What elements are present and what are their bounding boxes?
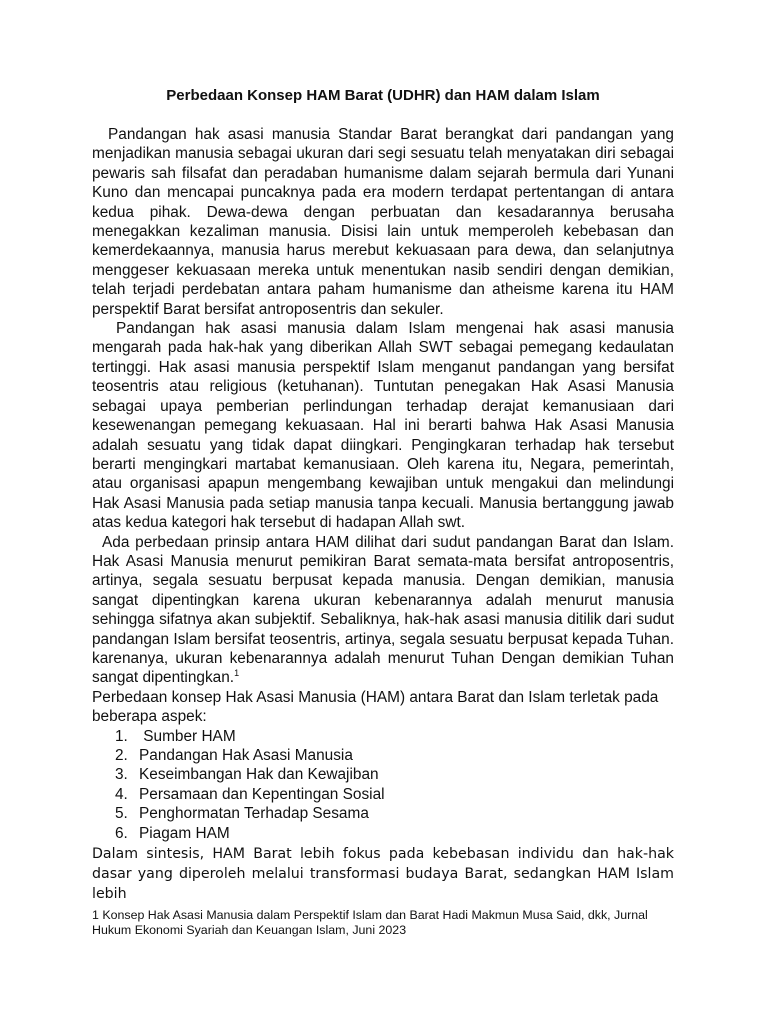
list-item-label: Keseimbangan Hak dan Kewajiban xyxy=(139,766,379,784)
list-item xyxy=(92,746,674,765)
list-item-number: 1. xyxy=(115,727,128,745)
list-item-label: Piagam HAM xyxy=(139,824,230,842)
aspects-list xyxy=(92,727,674,843)
list-item-label: Sumber HAM xyxy=(139,727,236,745)
list-item-number: 4. xyxy=(115,785,128,803)
list-item-number: 3. xyxy=(115,766,128,784)
paragraph-aspects-intro: Perbedaan konsep Hak Asasi Manusia (HAM) antara Barat dan Islam terletak pada beberapa aspek: xyxy=(92,688,659,726)
document-page xyxy=(92,86,674,904)
list-item xyxy=(92,824,674,843)
list-item-label: Pandangan Hak Asasi Manusia xyxy=(139,747,353,764)
paragraph-principle-difference-text: Ada perbedaan prinsip antara HAM dilihat dari sudut pandangan Barat dan Islam. Hak Asasi Manusia menurut pemikiran Barat semata-mata bersifat antroposentris, artinya, segala sesuatu berpusat kepada manusia. Dengan demikian, manusia sangat dipentingkan karena ukuran kebenarannya adalah menurut manusia sehingga sifatnya akan subjektif. Sebaliknya, hak-hak asasi manusia ditilik dari sudut pandangan Islam bersifat teosentris, artinya, segala sesuatu berpusat kepada Tuhan. karenanya, ukuran kebenarannya adalah menurut Tuhan Dengan demikian Tuhan sangat dipentingkan. xyxy=(92,533,674,687)
list-item xyxy=(92,804,674,823)
paragraph-synthesis: Dalam sintesis, HAM Barat lebih fokus pada kebebasan individu dan hak-hak dasar yang diperoleh melalui transformasi budaya Barat, sedangkan HAM Islam lebih xyxy=(92,846,674,903)
list-item-number: 6. xyxy=(115,824,128,842)
list-item-label: Persamaan dan Kepentingan Sosial xyxy=(139,785,385,803)
list-item xyxy=(92,765,674,784)
footnote: 1 Konsep Hak Asasi Manusia dalam Perspektif Islam dan Barat Hadi Makmun Musa Said, dkk, Jurnal Hukum Ekonomi Syariah dan Keuangan Islam, Juni 2023 xyxy=(92,908,648,937)
footnote-reference[interactable]: 1 xyxy=(234,668,240,679)
list-item xyxy=(92,785,674,804)
list-item xyxy=(92,727,674,746)
list-item-number: 5. xyxy=(115,805,128,823)
document-title: Perbedaan Konsep HAM Barat (UDHR) dan HAM dalam Islam xyxy=(166,87,600,104)
paragraph-islamic-view: Pandangan hak asasi manusia dalam Islam mengenai hak asasi manusia mengarah pada hak-hak yang diberikan Allah SWT sebagai pemegang kedaulatan tertinggi. Hak asasi manusia perspektif Islam menganut pandangan yang bersifat teosentris atau religious (ketuhanan). Tuntutan penegakan Hak Asasi Manusia sebagai upaya pemberian perlindungan terhadap derajat kemanusiaan dari kesewenangan pemegang kekuasaan. Hal ini berarti bahwa Hak Asasi Manusia adalah sesuatu yang tidak dapat diingkari. Pengingkaran terhadap hak tersebut berarti mengingkari martabat kemanusiaan. Oleh karena itu, Negara, pemerintah, atau organisasi apapun mengembang kewajiban untuk mengakui dan melindungi Hak Asasi Manusia pada setiap manusia tanpa kecuali. Manusia bertanggung jawab atas kedua kategori hak tersebut di hadapan Allah swt. xyxy=(92,320,674,532)
paragraph-principle-difference xyxy=(92,533,674,688)
paragraph-western-view: Pandangan hak asasi manusia Standar Barat berangkat dari pandangan yang menjadikan manusia sebagai ukuran dari segi sesuatu telah menyatakan diri sebagai pewaris sah filsafat dan peradaban humanisme dalam sejarah bermula dari Yunani Kuno dan mencapai puncaknya pada era modern terdapat pertentangan di antara kedua pihak. Dewa-dewa dengan perbuatan dan kesadarannya berusaha menegakkan kezaliman manusia. Disisi lain untuk memperoleh kebebasan dan kemerdekaannya, manusia harus merebut kekuasaan para dewa, dan selanjutnya menggeser kekuasaan mereka untuk menentukan nasib sendiri dengan demikian, telah terjadi perdebatan antara paham humanisme dan atheisme karena itu HAM perspektif Barat bersifat antroposentris dan sekuler. xyxy=(92,126,674,318)
list-item-number: 2. xyxy=(115,747,128,764)
list-item-label: Penghormatan Terhadap Sesama xyxy=(139,805,369,823)
